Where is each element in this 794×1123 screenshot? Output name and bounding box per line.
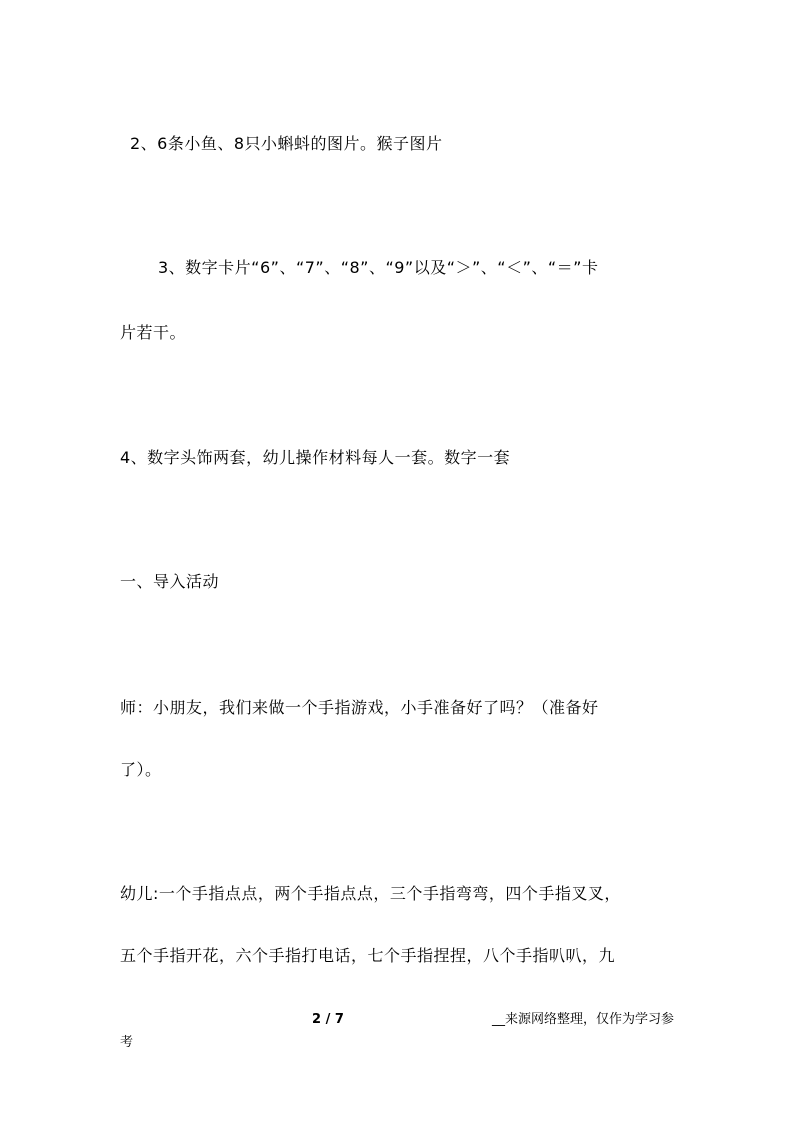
source-note-continued: 考	[120, 1035, 134, 1050]
paragraph-line: 幼儿:一个手指点点，两个手指点点，三个手指弯弯，四个手指叉叉，	[120, 884, 621, 903]
paragraph-line: 3、数字卡片“6”、“7”、“8”、“9”以及“＞”、“＜”、“＝”卡	[158, 258, 599, 277]
paragraph-line: 五个手指开花，六个手指打电话，七个手指捏捏，八个手指叭叭，九	[120, 946, 616, 965]
source-note: __来源网络整理，仅作为学习参	[492, 1012, 675, 1027]
section-heading: 一、导入活动	[120, 572, 220, 591]
paragraph-line: 4、数字头饰两套，幼儿操作材料每人一套。数字一套	[120, 448, 511, 467]
paragraph-line: 了）。	[120, 760, 162, 779]
paragraph-line: 片若干。	[120, 323, 187, 342]
paragraph-line: 师：小朋友，我们来做一个手指游戏，小手准备好了吗？（准备好	[120, 698, 599, 717]
page-number: 2 / 7	[312, 1012, 344, 1027]
paragraph-line: 2、6条小鱼、8只小蝌蚪的图片。猴子图片	[130, 134, 443, 153]
